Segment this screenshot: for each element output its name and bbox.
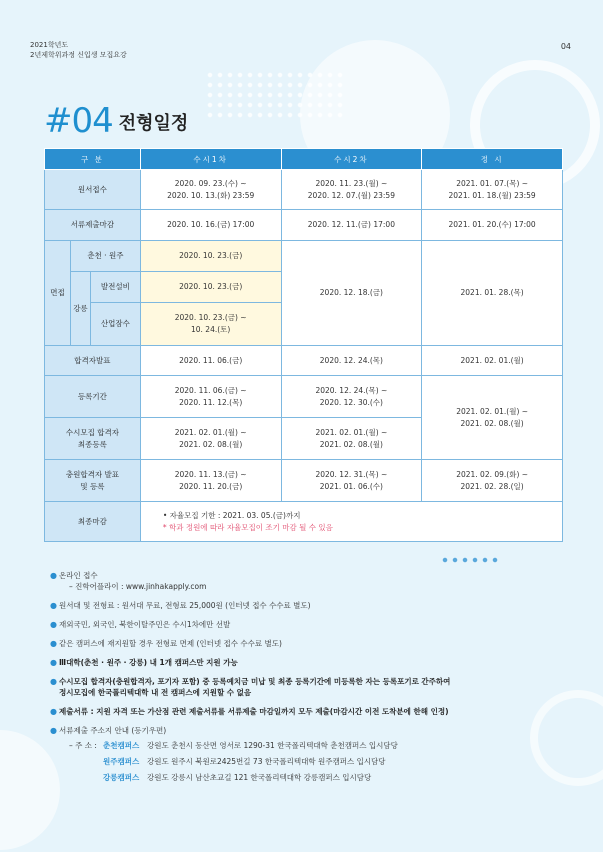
sub-label: 춘천 · 원주 <box>70 241 140 272</box>
notes-section <box>50 570 570 792</box>
header-subtitle: 2년제학위과정 신입생 모집요강 <box>30 51 127 59</box>
header-year: 2021학년도 <box>30 41 69 49</box>
table-row <box>45 460 563 502</box>
row-label: 최종마감 <box>45 502 141 542</box>
cell: 2020. 10. 16.(금) 17:00 <box>140 210 281 241</box>
cell: 2020. 11. 06.(금) ~ 2020. 11. 12.(목) <box>140 376 281 418</box>
deadline-cell <box>140 502 562 542</box>
cell: 2020. 12. 11.(금) 17:00 <box>281 210 422 241</box>
note-text: 수시모집 합격자(충원합격자, 포기자 포함) 중 등록예치금 미납 및 최종 등록기간에 미등록한 자는 등록포기로 간주하여 정시모집에 한국폴리텍대학 내 전 캠퍼스에 지원할 수 없음 <box>59 677 451 697</box>
title-number: #04 <box>44 101 113 141</box>
bullet-icon: ● <box>50 601 57 610</box>
address-item <box>69 772 570 784</box>
note-campus <box>50 657 570 668</box>
cell: 2020. 12. 24.(목) ~ 2020. 12. 30.(수) <box>281 376 422 418</box>
sub-label: 산업잠수 <box>90 303 140 346</box>
cell: 2021. 02. 01.(월) ~ 2021. 02. 08.(월) <box>281 418 422 460</box>
cell: 2021. 02. 01.(월) <box>422 346 563 376</box>
note-fee <box>50 600 570 611</box>
cell: 2020. 09. 23.(수) ~ 2020. 10. 13.(화) 23:59 <box>140 170 281 210</box>
table-row <box>45 170 563 210</box>
row-label: 수시모집 합격자 최종등록 <box>45 418 141 460</box>
note-text: 재외국민, 외국인, 북한이탈주민은 수시1차에만 선발 <box>59 620 231 629</box>
cell: 2020. 10. 23.(금) ~ 10. 24.(토) <box>140 303 281 346</box>
note-foreign <box>50 619 570 630</box>
header-susi2: 수시2차 <box>281 149 422 170</box>
cell: 2020. 11. 23.(월) ~ 2020. 12. 07.(월) 23:59 <box>281 170 422 210</box>
cell: 2020. 12. 24.(목) <box>281 346 422 376</box>
title-text: 전형일정 <box>118 113 189 134</box>
cell: 2020. 12. 18.(금) <box>281 241 422 346</box>
decor-dots <box>205 70 345 120</box>
row-label-interview: 면접 <box>45 241 71 346</box>
header-category: 구 분 <box>45 149 141 170</box>
note-text: 서류제출 주소지 안내 (등기우편) <box>59 726 167 735</box>
cell: 2020. 10. 23.(금) <box>140 272 281 303</box>
cell: 2021. 02. 01.(월) ~ 2021. 02. 08.(월) <box>422 376 563 460</box>
bullet-icon: ● <box>50 658 57 667</box>
bullet-icon: ● <box>50 571 57 580</box>
cell: 2020. 11. 13.(금) ~ 2020. 11. 20.(금) <box>140 460 281 502</box>
deadline-note: * 학과 정원에 따라 자율모집이 조기 마감 될 수 있음 <box>162 522 333 532</box>
address-item <box>69 740 570 752</box>
cell: 2020. 11. 06.(금) <box>140 346 281 376</box>
address-key: – 주 소 : <box>69 741 97 750</box>
page-number: 04 <box>560 42 571 51</box>
header-jeongsi: 정 시 <box>422 149 563 170</box>
sub-label: 발전설비 <box>90 272 140 303</box>
bullet-icon: ● <box>50 620 57 629</box>
note-text: 온라인 접수 <box>59 571 98 580</box>
table-row <box>45 241 563 272</box>
table-row <box>45 502 563 542</box>
note-text: 같은 캠퍼스에 재지원할 경우 전형료 면제 (인터넷 접수 수수료 별도) <box>59 639 282 648</box>
campus-name: 춘천캠퍼스 <box>103 741 140 750</box>
table-header-row <box>45 149 563 170</box>
address-list <box>59 740 570 784</box>
row-label: 서류제출마감 <box>45 210 141 241</box>
address-item <box>69 756 570 768</box>
table-row <box>45 376 563 418</box>
table-row <box>45 346 563 376</box>
note-text: Ⅲ대학(춘천 · 원주 · 강릉) 내 1개 캠퍼스만 지원 가능 <box>59 658 238 667</box>
note-online <box>50 570 570 592</box>
cell: 2021. 02. 09.(화) ~ 2021. 02. 28.(일) <box>422 460 563 502</box>
note-text: 제출서류 : 지원 자격 또는 가산점 관련 제출서류를 서류제출 마감일까지 모두 제출(마감시간 이전 도착분에 한해 인정) <box>59 707 449 716</box>
page-title <box>44 101 189 141</box>
header-susi1: 수시1차 <box>140 149 281 170</box>
note-waiver <box>50 676 570 698</box>
note-reapply <box>50 638 570 649</box>
row-label: 원서접수 <box>45 170 141 210</box>
table-row <box>45 210 563 241</box>
campus-name: 강릉캠퍼스 <box>103 773 140 782</box>
address-text: 강원도 강릉시 남산초교길 121 한국폴리텍대학 강릉캠퍼스 입시담당 <box>147 773 372 782</box>
campus-name: 원주캠퍼스 <box>103 757 140 766</box>
bullet-icon: ● <box>50 677 57 686</box>
cell: 2020. 10. 23.(금) <box>140 241 281 272</box>
cell: 2021. 02. 01.(월) ~ 2021. 02. 08.(월) <box>140 418 281 460</box>
row-label: 합격자발표 <box>45 346 141 376</box>
address-text: 강원도 춘천시 동산면 영서로 1290-31 한국폴리텍대학 춘천캠퍼스 입시담당 <box>147 741 398 750</box>
note-mail <box>50 725 570 784</box>
cell: 2021. 01. 28.(목) <box>422 241 563 346</box>
cell: 2021. 01. 07.(목) ~ 2021. 01. 18.(월) 23:59 <box>422 170 563 210</box>
deadline-text: • 자율모집 기한 : 2021. 03. 05.(금)까지 <box>162 510 301 520</box>
note-submission <box>50 706 570 717</box>
cell: 2021. 01. 20.(수) 17:00 <box>422 210 563 241</box>
bullet-icon: ● <box>50 726 57 735</box>
running-header <box>30 40 127 60</box>
note-text: 원서대 및 전형료 : 원서대 무료, 전형료 25,000원 (인터넷 접수 수수료 별도) <box>59 601 311 610</box>
row-label: 충원합격자 발표 및 등록 <box>45 460 141 502</box>
bullet-icon: ● <box>50 707 57 716</box>
decor-dots <box>440 555 500 567</box>
note-sub: – 진학어플라이 : www.jinhakapply.com <box>69 582 207 591</box>
sub-label-gangneung: 강릉 <box>70 272 90 346</box>
address-text: 강원도 원주시 북원로2425번길 73 한국폴리텍대학 원주캠퍼스 입시담당 <box>147 757 386 766</box>
schedule-table <box>44 148 563 542</box>
bullet-icon: ● <box>50 639 57 648</box>
cell: 2020. 12. 31.(목) ~ 2021. 01. 06.(수) <box>281 460 422 502</box>
row-label: 등록기간 <box>45 376 141 418</box>
